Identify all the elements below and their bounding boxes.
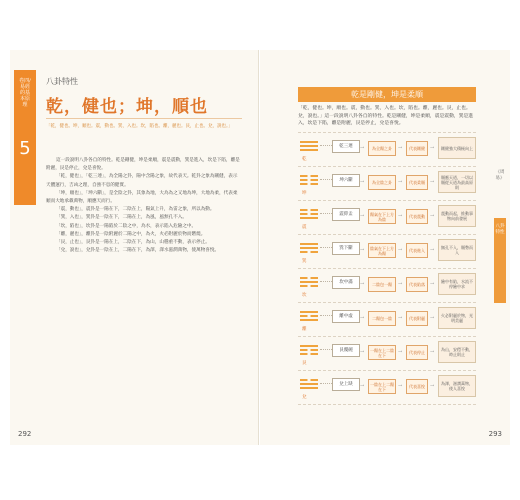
yang-line: [300, 145, 318, 147]
trigram-description-box: 震動而起，推動事物向前發展: [438, 205, 476, 227]
trigram-name: 坎: [302, 293, 307, 298]
trigram-row: [298, 166, 476, 200]
trigram-meaning-box: 代表停止: [406, 345, 428, 360]
trigram-structure-box: 二陰包一陽: [368, 277, 396, 292]
yin-line: [300, 213, 318, 215]
arrow-icon: →: [430, 349, 435, 355]
side-tab-text: 卷四/易經的基本原理: [19, 78, 31, 108]
trigram-meaning-box: 代表陷落: [406, 277, 428, 292]
trigram-meaning-box: 代表剛健: [406, 141, 428, 156]
page-title: 乾，健也；坤，順也: [46, 97, 208, 117]
diagram-banner: 乾是剛健，坤是柔順: [298, 87, 476, 102]
arrow-icon: →: [430, 383, 435, 389]
section-side-tab: [494, 218, 506, 303]
connector-line: [320, 315, 332, 316]
paragraph: 「艮，止也」，艮卦是一陽在上，二陰在下，為山，山穩重不動，表示停止。: [56, 240, 210, 246]
yang-line: [300, 345, 318, 347]
paragraph: 這一段說明八卦各自的特性。乾是剛健，坤是柔順，震是震動，巽是進入，坎是下陷，離是附麗，艮是停止，兌是喜悅。: [46, 158, 240, 172]
trigram-mnemonic: 坤六斷: [332, 174, 360, 187]
trigram-structure-box: 為全陽之卦: [368, 141, 396, 156]
page-number-right: 293: [488, 430, 502, 438]
paragraph: 「兌，說也」，兌卦是一陰在上，二陽在下，為澤，澤水滋潤萬物，使萬物喜悅。: [56, 248, 220, 254]
trigram-row: [298, 370, 476, 405]
trigram-mnemonic: 震仰盂: [332, 208, 360, 221]
trigram-description-box: 險中有陷，水流不停險中求: [438, 273, 476, 295]
arrow-icon: →: [430, 281, 435, 287]
trigram-mnemonic: 乾三連: [332, 140, 360, 153]
trigram-symbol-icon: [300, 207, 318, 221]
body-text: [46, 157, 242, 255]
trigram-mnemonic: 離中虛: [332, 310, 360, 323]
arrow-icon: →: [360, 145, 365, 151]
trigram-description-box: 火必附麗於物，光明美麗: [438, 307, 476, 329]
section-title: 八卦特性: [46, 77, 78, 86]
trigram-row: [298, 234, 476, 268]
trigram-symbol-icon: [300, 241, 318, 255]
arrow-icon: →: [360, 247, 365, 253]
connector-line: [320, 281, 332, 282]
yang-line: [300, 141, 318, 143]
trigram-diagram: [298, 132, 476, 405]
trigram-description-box: 為山，安穩不動，時止則止: [438, 341, 476, 363]
trigram-mnemonic: 艮覆碗: [332, 344, 360, 357]
trigram-structure-box: 二陽包一陰: [368, 311, 396, 326]
trigram-structure-box: 為全陰之卦: [368, 175, 396, 190]
left-page: [10, 50, 259, 445]
arrow-icon: →: [430, 145, 435, 151]
yang-line: [300, 311, 318, 313]
yang-line: [300, 281, 318, 283]
yin-line: [300, 175, 318, 177]
yin-line: [300, 353, 318, 355]
chapter-side-tab: [14, 70, 36, 205]
section-side-tab-text: 八卦特性: [495, 224, 505, 235]
arrow-icon: →: [360, 349, 365, 355]
paragraph: 「坎，陷也」，坎卦是一陽陷於二陰之中，為水，表示陷入危險之中。: [56, 223, 197, 229]
connector-line: [320, 179, 332, 180]
trigram-name: 坤: [302, 191, 307, 196]
chapter-number: 5: [19, 138, 31, 159]
trigram-mnemonic: 坎中滿: [332, 276, 360, 289]
diagram-intro: 「乾，健也。坤，順也。震，動也。巽，入也。坎，陷也。離，麗也。艮，止也。兌，說也。」這一段說明八卦各自的特性。乾是剛健，坤是柔順，震是震動，巽是進入，坎是下陷，離是附麗，艮是停止，兌是喜悅。: [298, 106, 474, 126]
trigram-description-box: 剛健強大積極向上: [438, 137, 476, 159]
trigram-row: [298, 302, 476, 336]
trigram-meaning-box: 代表進入: [406, 243, 428, 258]
connector-line: [320, 213, 332, 214]
arrow-icon: →: [360, 213, 365, 219]
arrow-icon: →: [360, 383, 365, 389]
title-divider: [46, 118, 242, 119]
yin-line: [300, 277, 318, 279]
yin-line: [300, 315, 318, 317]
trigram-meaning-box: 代表附麗: [406, 311, 428, 326]
yang-line: [300, 247, 318, 249]
right-page: [260, 50, 510, 445]
trigram-meaning-box: 代表喜悅: [406, 379, 428, 394]
paragraph: 「巽，入也」，巽卦是一陰在下，二陽在上，為風，風無孔不入。: [56, 215, 187, 221]
yin-line: [300, 183, 318, 185]
yin-line: [300, 379, 318, 381]
paragraph: 「離，麗也」，離卦是一陰附麗於二陽之中，為火，火必附麗於物而燃燒。: [56, 231, 206, 237]
trigram-mnemonic: 巽下斷: [332, 242, 360, 255]
yang-line: [300, 217, 318, 219]
arrow-icon: →: [430, 179, 435, 185]
paragraph: 「坤，順也」，「坤六斷」，是全陰之卦，其象為地，大為為之又地為坤，大地為柔，代表柔順而大地承載萬物，順應天而行。: [46, 190, 238, 205]
trigram-meaning-box: 代表震動: [406, 209, 428, 224]
yin-line: [300, 251, 318, 253]
yang-line: [300, 383, 318, 385]
connector-line: [320, 247, 332, 248]
arrow-icon: →: [430, 213, 435, 219]
yang-line: [300, 319, 318, 321]
trigram-meaning-box: 代表柔順: [406, 175, 428, 190]
trigram-description-box: 為澤，滋潤萬物，使人喜悅: [438, 375, 476, 397]
trigram-row: [298, 268, 476, 302]
yin-line: [300, 179, 318, 181]
trigram-description-box: 無孔不入，順勢而入: [438, 239, 476, 261]
page-number-left: 292: [18, 430, 32, 438]
paragraph: 「乾，健也」，「乾三連」，為全陽之卦，陽中含陽之象，故代表天。乾卦之象為剛健，表示天體運行，吉凶之理，自強不息的健實。: [46, 174, 238, 188]
trigram-symbol-icon: [300, 377, 318, 391]
connector-line: [320, 383, 332, 384]
yin-line: [300, 349, 318, 351]
trigram-name: 兌: [302, 395, 307, 400]
trigram-name: 巽: [302, 259, 307, 264]
arrow-icon: →: [398, 349, 403, 355]
trigram-symbol-icon: [300, 275, 318, 289]
connector-line: [320, 145, 332, 146]
book-spread: [10, 50, 510, 445]
trigram-structure-box: 陽氣在下上方為陰: [368, 209, 396, 224]
trigram-mnemonic: 兌上缺: [332, 378, 360, 391]
trigram-row: [298, 200, 476, 234]
connector-line: [320, 349, 332, 350]
arrow-icon: →: [398, 247, 403, 253]
arrow-icon: →: [430, 247, 435, 253]
arrow-icon: →: [398, 281, 403, 287]
book-vertical-label: 《周易》: [495, 170, 505, 181]
arrow-icon: →: [360, 281, 365, 287]
arrow-icon: →: [360, 179, 365, 185]
trigram-name: 離: [302, 327, 307, 332]
arrow-icon: →: [398, 383, 403, 389]
trigram-name: 震: [302, 225, 307, 230]
trigram-description-box: 順應天道，一切以順從天道為最高原則: [438, 171, 476, 193]
arrow-icon: →: [398, 315, 403, 321]
arrow-icon: →: [360, 315, 365, 321]
trigram-name: 乾: [302, 157, 307, 162]
trigram-symbol-icon: [300, 139, 318, 153]
trigram-structure-box: 一陰在上二陽在下: [368, 379, 396, 394]
arrow-icon: →: [398, 179, 403, 185]
arrow-icon: →: [430, 315, 435, 321]
yin-line: [300, 285, 318, 287]
trigram-row: [298, 336, 476, 370]
yin-line: [300, 209, 318, 211]
trigram-name: 艮: [302, 361, 307, 366]
yang-line: [300, 243, 318, 245]
yang-line: [300, 387, 318, 389]
trigram-structure-box: 陰氣在下上方為陽: [368, 243, 396, 258]
trigram-symbol-icon: [300, 173, 318, 187]
trigram-structure-box: 一陽在上二陰在下: [368, 345, 396, 360]
trigram-symbol-icon: [300, 343, 318, 357]
classic-quote: 「乾，健也。坤，順也。震，動也。巽，入也。坎，陷也。離，麗也。艮，止也。兌，說也。」: [46, 124, 233, 129]
trigram-row: [298, 132, 476, 166]
arrow-icon: →: [398, 213, 403, 219]
trigram-symbol-icon: [300, 309, 318, 323]
arrow-icon: →: [398, 145, 403, 151]
yang-line: [300, 149, 318, 151]
paragraph: 「震，動也」，震卦是一陽在下，二陰在上，陽氣上升，為雷之象，所以為動。: [56, 207, 215, 213]
